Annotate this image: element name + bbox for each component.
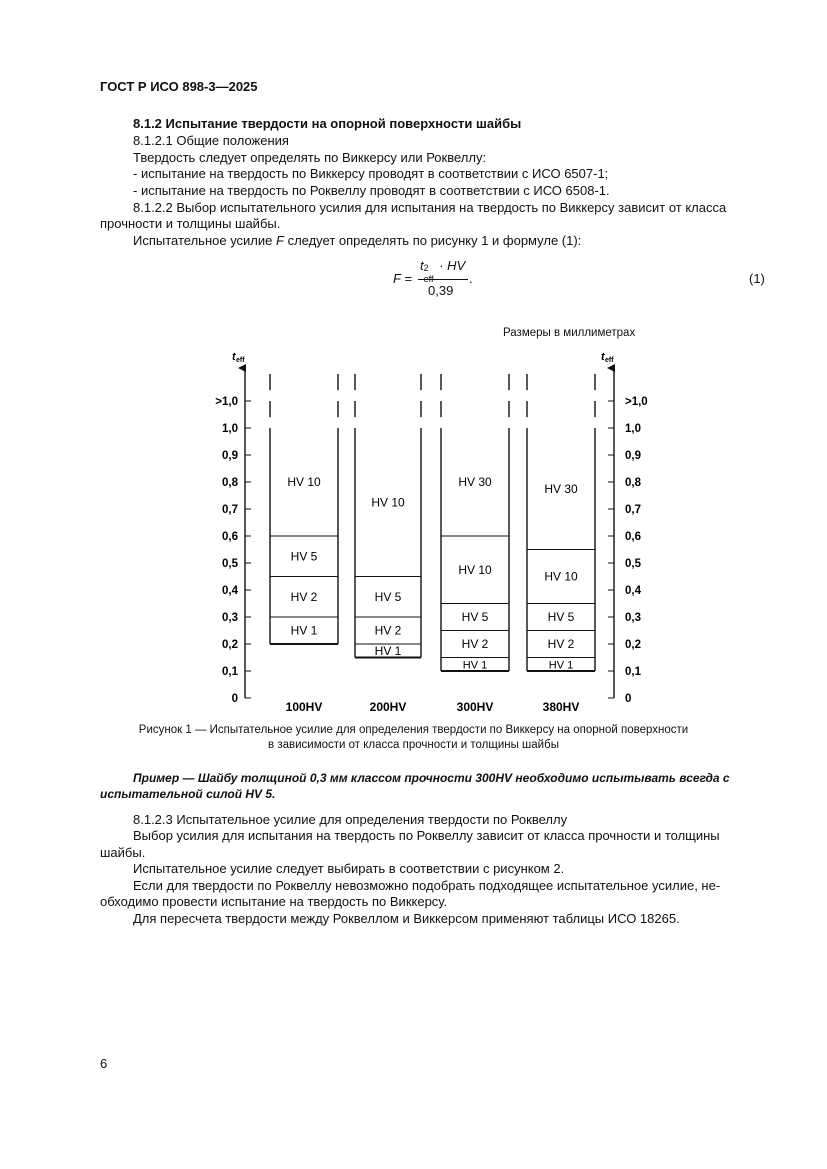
section-8-1-2-2-line2: прочности и толщины шайбы. [100,216,281,231]
text: Испытательное усилие [133,233,276,248]
category-label: 200HV [369,700,407,714]
right-tick-label: 0 [625,693,632,705]
fraction-bar [418,279,468,280]
left-axis-label: t [232,351,236,363]
segment-label: HV 2 [547,637,575,651]
segment-label: HV 5 [374,589,402,604]
example-line1: Пример — Шайбу толщиной 0,3 мм классом прочности 300HV необходимо испытывать всегда с [133,771,730,785]
figure-1-chart [0,340,827,720]
left-tick-label: 0,1 [222,666,238,678]
paragraph: шайбы. [100,845,146,860]
right-tick-label: 0,5 [625,558,641,570]
formula-dot: . [469,271,473,286]
symbol-f: F [276,233,284,248]
right-tick-label: 1,0 [625,423,641,435]
right-tick-label: >1,0 [625,396,648,408]
segment-label: HV 2 [290,589,318,604]
left-tick-label: 0,8 [222,477,238,489]
right-tick-label: 0,4 [625,585,641,597]
figure-caption-line1: Рисунок 1 — Испытательное усилие для определения твердости по Виккерсу на опорной поверхности [138,724,689,736]
formula-sub: eff [423,274,434,284]
example-line2: испытательной силой HV 5. [100,787,276,801]
left-tick-label: 1,0 [222,423,238,435]
left-tick-label: >1,0 [215,396,238,408]
category-label: 380HV [542,700,580,714]
right-axis-label-sub: eff [605,357,614,364]
segment-label: HV 1 [548,659,574,672]
paragraph: Если для твердости по Роквеллу невозможно подобрать подходящее испытательное усилие, не- [133,878,721,893]
paragraph: Испытательное усилие следует выбирать в соответствии с рисунком 2. [133,861,565,876]
left-tick-label: 0,3 [222,612,238,624]
units-note: Размеры в миллиметрах [503,327,636,339]
segment-label: HV 30 [458,475,492,489]
paragraph [133,233,581,249]
formula-lhs-text: F = [393,271,412,286]
category-label: 100HV [285,700,323,714]
formula-sup: 2 [423,263,429,273]
figure-caption-line2: в зависимости от класса прочности и толщины шайбы [268,739,559,751]
segment-label: HV 30 [544,481,578,496]
section-8-1-2-1-title: 8.1.2.1 Общие положения [133,133,289,148]
formula-number: (1) [749,271,765,286]
segment-label: HV 5 [290,549,318,564]
left-tick-label: 0,2 [222,639,238,651]
right-tick-label: 0,2 [625,639,641,651]
right-tick-label: 0,7 [625,504,641,516]
segment-label: HV 2 [374,623,402,638]
paragraph: Выбор усилия для испытания на твердость по Роквеллу зависит от класса прочности и толщины [133,828,720,843]
left-tick-label: 0,9 [222,450,238,462]
text: следует определять по рисунку 1 и формуле (1): [283,233,582,248]
formula-lhs [393,271,412,286]
segment-label: HV 2 [461,637,489,651]
paragraph: обходимо провести испытание на твердость по Виккерсу. [100,894,448,909]
formula-denominator: 0,39 [428,283,454,298]
segment-label: HV 10 [287,475,321,489]
document-header: ГОСТ Р ИСО 898-3—2025 [100,79,258,94]
segment-label: HV 10 [544,569,578,584]
left-axis-label-sub: eff [236,357,245,364]
left-tick-label: 0,7 [222,504,238,516]
left-tick-label: 0 [231,693,238,705]
left-tick-label: 0,5 [222,558,238,570]
paragraph: Для пересчета твердости между Роквеллом и Виккерсом применяют таблицы ИСО 18265. [133,911,680,926]
right-tick-label: 0,8 [625,477,641,489]
section-8-1-2-2-line1: 8.1.2.2 Выбор испытательного усилия для испытания на твердость по Виккерсу зависит от класса [133,200,727,215]
formula-t: t [420,258,424,273]
segment-label: HV 1 [462,659,488,672]
formula-hv: · HV [435,258,466,273]
segment-label: HV 10 [371,495,405,510]
page-number: 6 [100,1056,108,1071]
segment-label: HV 5 [461,610,489,624]
left-tick-label: 0,6 [222,531,238,543]
section-8-1-2-3-title: 8.1.2.3 Испытательное усилие для определения твердости по Роквеллу [133,812,568,827]
segment-label: HV 10 [458,562,492,577]
right-tick-label: 0,6 [625,531,641,543]
left-tick-label: 0,4 [222,585,238,597]
right-tick-label: 0,3 [625,612,641,624]
right-tick-label: 0,9 [625,450,641,462]
segment-label: HV 5 [547,610,575,624]
segment-label: HV 1 [374,643,402,658]
right-tick-label: 0,1 [625,666,641,678]
paragraph: Твердость следует определять по Виккерсу или Роквеллу: [133,150,487,165]
formula-numerator [420,258,466,284]
category-label: 300HV [456,700,494,714]
section-8-1-2-title: 8.1.2 Испытание твердости на опорной поверхности шайбы [133,116,522,131]
right-axis-label: t [601,351,605,363]
segment-label: HV 1 [290,623,318,638]
list-item: - испытание на твердость по Роквеллу проводят в соответствии с ИСО 6508-1. [133,183,610,198]
list-item: - испытание на твердость по Виккерсу проводят в соответствии с ИСО 6507-1; [133,166,609,181]
